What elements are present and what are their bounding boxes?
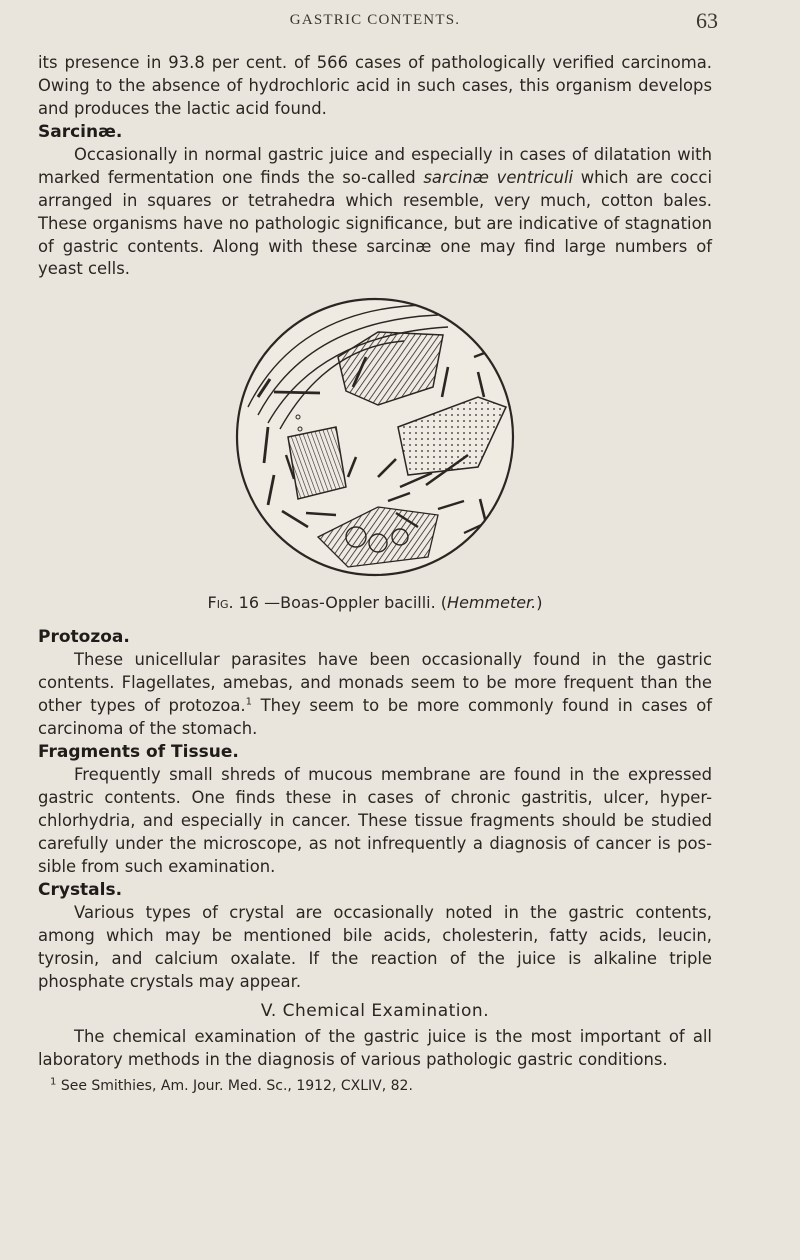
caption-close: ) <box>536 593 543 613</box>
footnote-mark: 1 <box>50 1076 57 1088</box>
page-header <box>38 8 718 38</box>
paragraph-sarcinae <box>38 144 712 281</box>
heading-protozoa: Protozoa. <box>38 627 130 648</box>
protozoa-text: These unicellular parasites have been occasionally found in the gastric contents. Flagellates, amebas, and monads seem to be more frequent than the other types of protozoa. <box>38 650 712 715</box>
figure-boas-oppler <box>38 287 712 621</box>
sarcinae-text-end: which are cocci arranged in squares or tetrahedra which resemble, very much, cotton bales. These organisms have no pathologic significance, but are indicative of stagnation of gastric contents. Along with these sarcinæ one may find large numbers of yeast cells. <box>38 168 712 279</box>
figure-label: Fig. 16 <box>207 593 260 613</box>
paragraph-chemical: The chemical examination of the gastric juice is the most important of all laboratory methods in the diagnosis of various pathologic gastric conditions. <box>38 1027 712 1070</box>
caption-text: —Boas-Oppler bacilli. ( <box>259 593 448 613</box>
paragraph-carcinoma: its presence in 93.8 per cent. of 566 cases of pathologically verified carcinoma. Owing to the absence of hydrochloric acid in such cases, this organism develops and produces the lactic acid found. <box>38 53 712 118</box>
paragraph-crystals: Various types of crystal are occasionally noted in the gastric contents, among which may be mentioned bile acids, cholesterin, fatty acids, leucin, tyrosin, and calcium oxalate. If the reaction of the juice is alkaline triple phosphate crystals may appear. <box>38 903 712 991</box>
paragraph-fragments: Frequently small shreds of mucous membrane are found in the expressed gastric contents. One finds these in cases of chronic gastritis, ulcer, hyper-chlorhydria, and especially in cancer. These tissue fragments should be studied carefully under the microscope, as not infrequently a diagnosis of cancer is pos-sible from such examination. <box>38 765 712 876</box>
footnote-text: See Smithies, Am. Jour. Med. Sc., 1912, CXLIV, 82. <box>56 1077 413 1094</box>
figure-caption <box>38 592 712 615</box>
heading-crystals: Crystals. <box>38 880 123 901</box>
heading-sarcinae: Sarcinæ. <box>38 122 123 143</box>
section-heading-chemical: V. Chemical Examination. <box>260 1000 490 1021</box>
heading-fragments: Fragments of Tissue. <box>38 742 239 763</box>
sarcinae-term: sarcinæ ventriculi <box>423 168 574 188</box>
sarcinae-text-start: Occasionally in normal gastric juice and especially in cases of dilatation with marked fermentation one finds the so-called <box>38 145 712 188</box>
running-head: GASTRIC CONTENTS. <box>289 12 461 28</box>
page-number: 63 <box>696 8 718 33</box>
footnote <box>38 1076 712 1096</box>
protozoa-text-end: They seem to be more commonly found in cases of carcinoma of the stomach. <box>38 695 712 738</box>
microscope-field-illustration <box>228 287 522 587</box>
page-content <box>38 52 712 1096</box>
paragraph-protozoa <box>38 649 712 740</box>
footnote-ref: 1 <box>245 696 252 708</box>
caption-author: Hemmeter. <box>447 593 537 613</box>
